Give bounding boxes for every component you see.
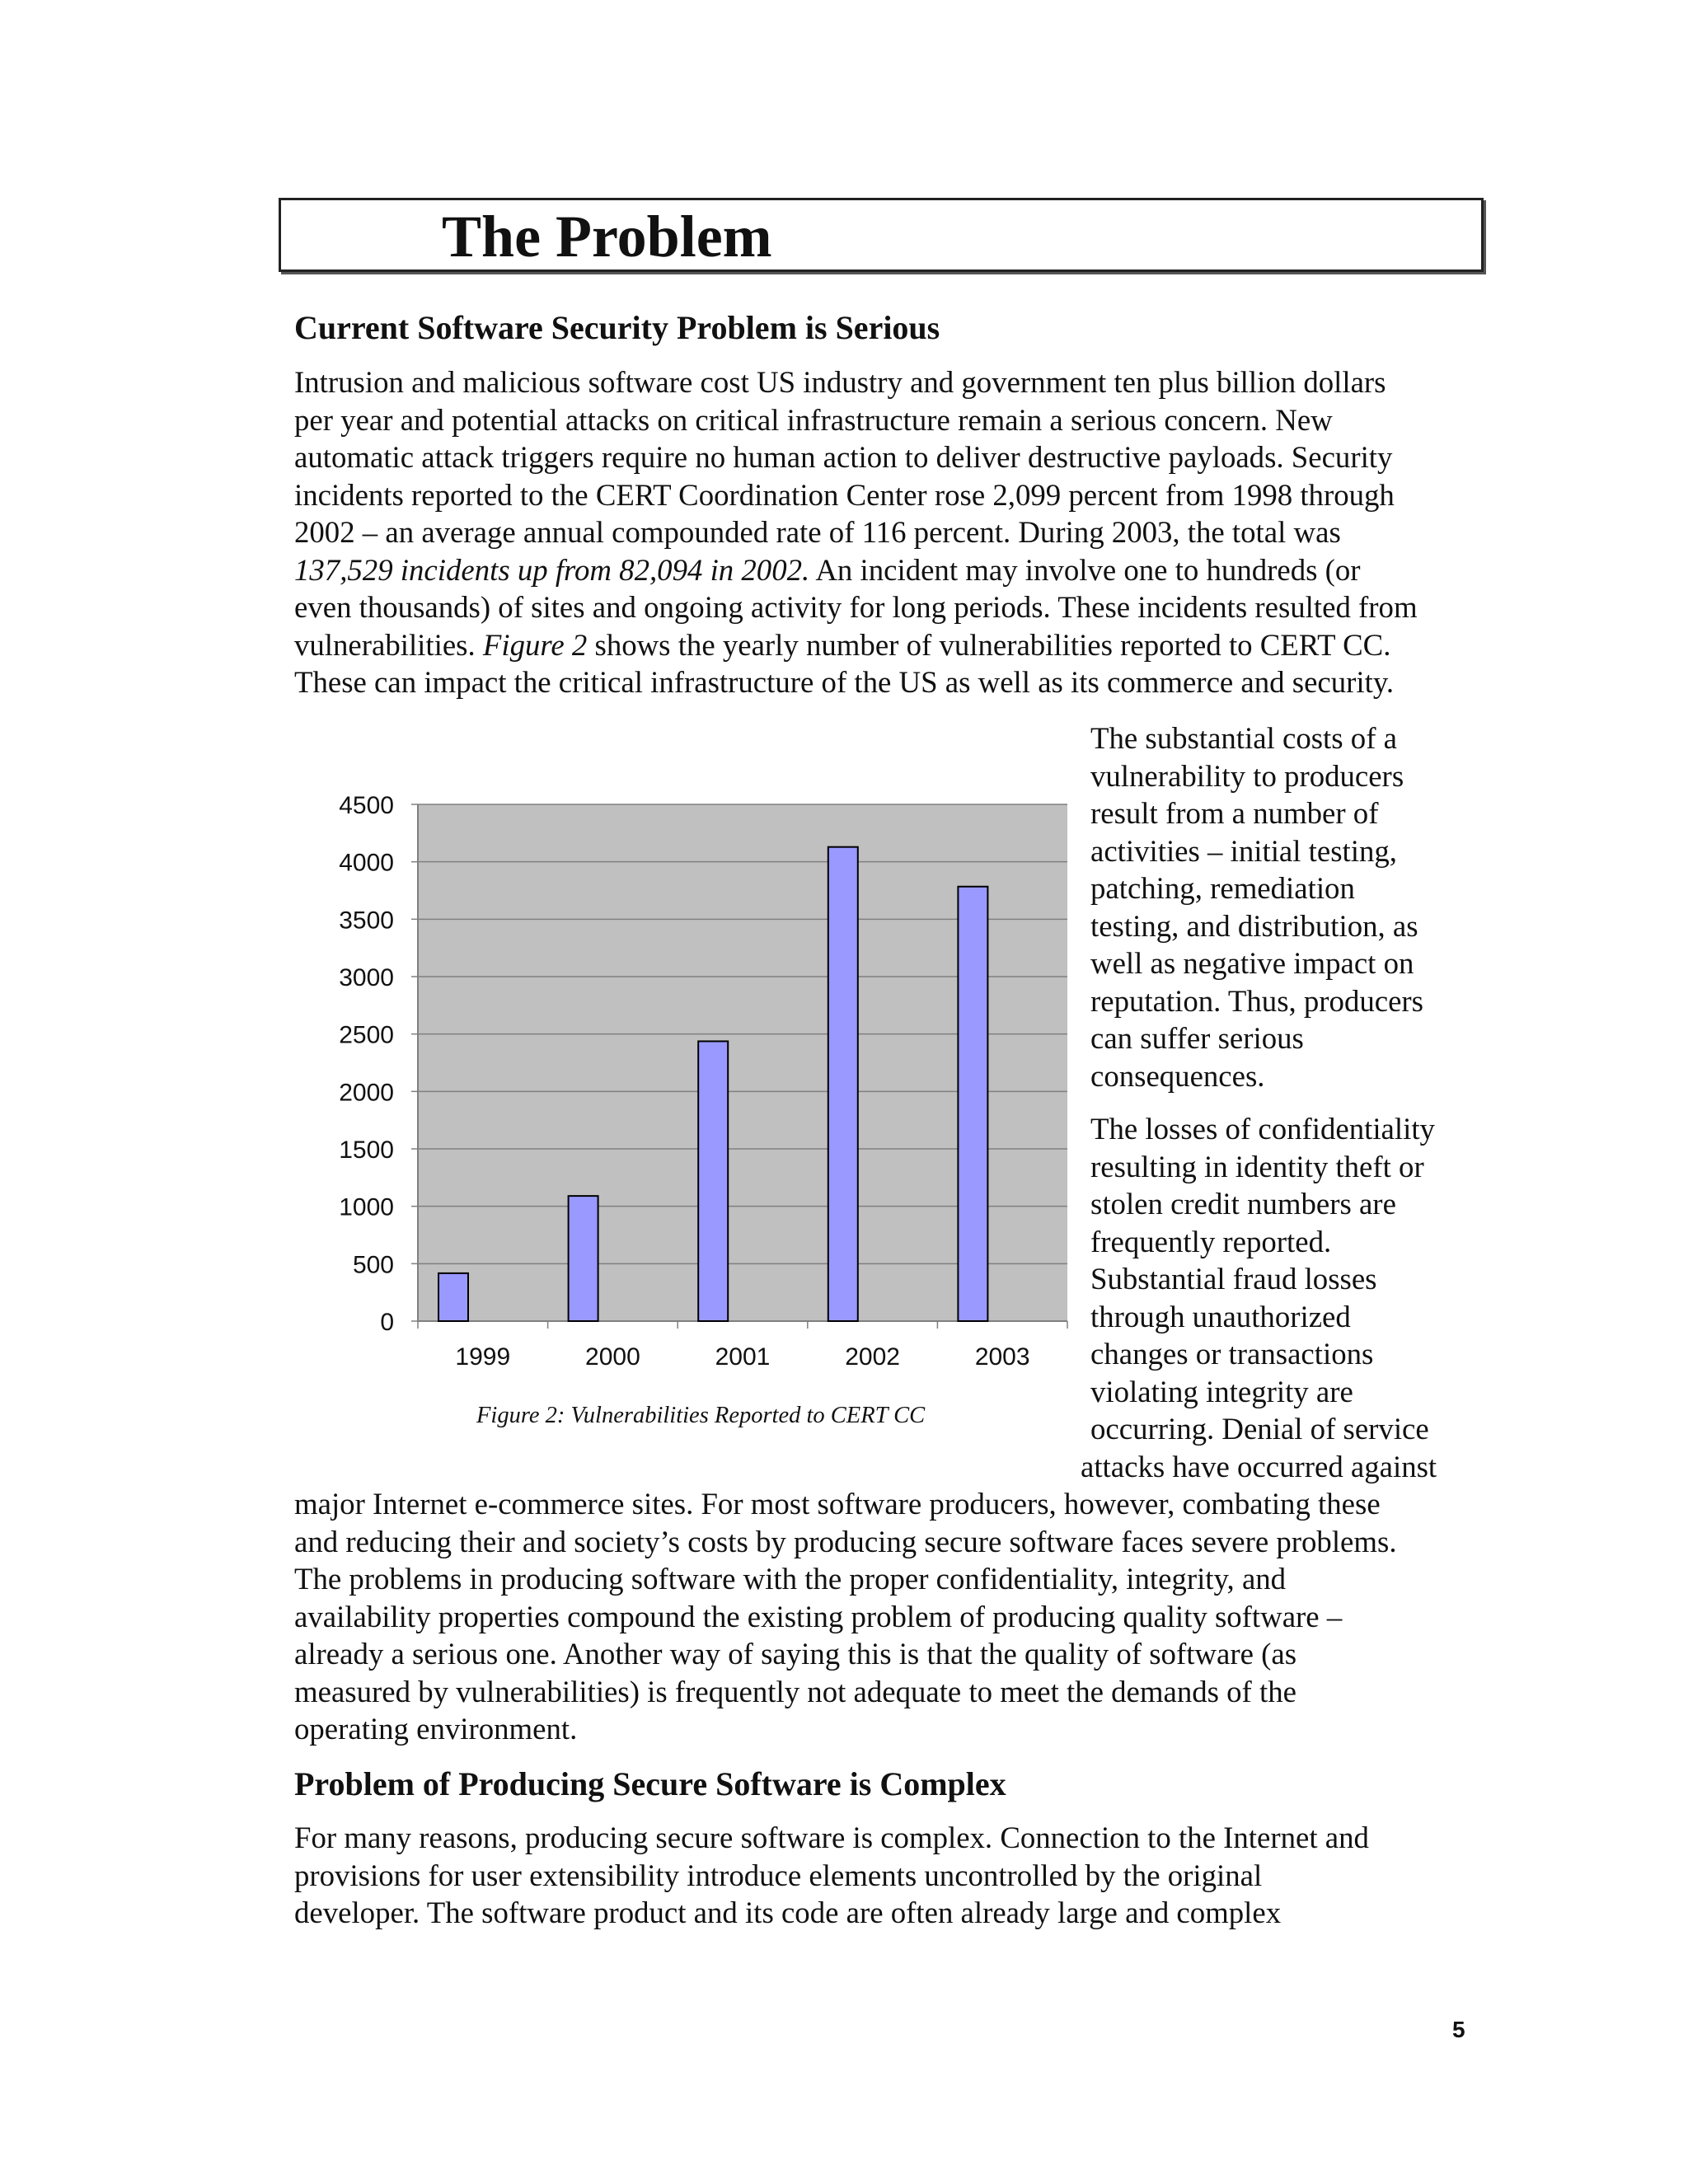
paragraph-line: The problems in producing software with the proper confidentiality, integrity, and [294,1562,1287,1596]
paragraph-line [294,626,1418,664]
y-tick-label: 3000 [339,964,394,991]
x-tick-label: 2000 [585,1343,640,1371]
paragraph-ecommerce [294,1485,1397,1748]
paragraph-line: major Internet e-commerce sites. For most software producers, however, combating these [294,1487,1381,1521]
paragraph-line: and reducing their and society’s costs by producing secure software faces severe problems. [294,1524,1397,1558]
paragraph-line: developer. The software product and its code are often already large and complex [294,1896,1282,1929]
section-heading-current-problem: Current Software Security Problem is Serious [294,309,940,346]
y-tick-label: 1500 [339,1137,394,1164]
sidebar-line-attacks: attacks have occurred against [1081,1450,1437,1483]
sidebar-line: well as negative impact on [1090,946,1414,980]
sidebar-line: Substantial fraud losses [1090,1262,1377,1296]
x-tick-label: 2001 [715,1343,771,1371]
sidebar-line: result from a number of [1090,796,1379,830]
paragraph-text: shows the yearly number of vulnerabilities reported to CERT CC. [587,627,1391,662]
paragraph-complexity [294,1819,1369,1932]
sidebar-line: vulnerability to producers [1090,758,1404,793]
paragraph-text: An incident may involve one to hundreds (or [809,552,1361,587]
sidebar-line: frequently reported. [1090,1224,1332,1258]
incident-stat-italic: 137,529 incidents up from 82,094 in 2002. [294,552,810,587]
page-number: 5 [1452,2017,1465,2042]
paragraph-line: measured by vulnerabilities) is frequently not adequate to meet the demands of the [294,1674,1296,1708]
y-tick-label: 4000 [339,849,394,877]
y-tick-label: 4500 [339,792,394,819]
sidebar-paragraph-losses [1090,1110,1435,1448]
vulnerabilities-bar-chart [297,775,1071,1376]
paragraph-line: provisions for user extensibility introduce elements uncontrolled by the original [294,1858,1263,1892]
paragraph-line: already a serious one. Another way of saying this is that the quality of software (as [294,1637,1297,1671]
y-tick-label: 500 [352,1251,394,1279]
bar-2000 [569,1196,598,1321]
paragraph-line: even thousands) of sites and ongoing activity for long periods. These incidents resulted from [294,590,1418,624]
x-tick-label: 2002 [845,1343,900,1371]
paragraph-line: availability properties compound the existing problem of producing quality software – [294,1599,1343,1633]
paragraph-text: vulnerabilities. [294,627,483,662]
paragraph-line: 2002 – an average annual compounded rate of 116 percent. During 2003, the total was [294,515,1341,549]
sidebar-line: The losses of confidentiality [1090,1112,1435,1146]
y-tick-label: 2000 [339,1079,394,1107]
sidebar-paragraph-costs [1090,719,1423,1094]
sidebar-line: resulting in identity theft or [1090,1149,1424,1183]
y-tick-label: 1000 [339,1193,394,1221]
figure-reference: Figure 2 [482,627,588,662]
paragraph-line: automatic attack triggers require no human action to deliver destructive payloads. Security [294,440,1393,474]
paragraph-line: For many reasons, producing secure software is complex. Connection to the Internet and [294,1821,1369,1854]
bar-2001 [698,1041,728,1321]
x-tick-label: 2003 [974,1343,1030,1371]
paragraph-line: incidents reported to the CERT Coordination Center rose 2,099 percent from 1998 through [294,477,1395,512]
sidebar-line: testing, and distribution, as [1090,908,1418,943]
sidebar-line: reputation. Thus, producers [1090,983,1423,1018]
y-tick-label: 2500 [339,1021,394,1049]
bar-1999 [438,1273,468,1321]
sidebar-line: The substantial costs of a [1090,721,1397,755]
paragraph-line: These can impact the critical infrastructure of the US as well as its commerce and security. [294,665,1395,699]
paragraph-line: operating environment. [294,1712,578,1746]
sidebar-line: activities – initial testing, [1090,833,1397,868]
y-tick-label: 3500 [339,907,394,935]
figure-caption: Figure 2: Vulnerabilities Reported to CERT CC [476,1403,926,1428]
title-box [279,198,1484,272]
sidebar-line: violating integrity are [1090,1374,1353,1408]
bar-2003 [958,887,987,1321]
sidebar-line: stolen credit numbers are [1090,1187,1396,1221]
paragraph-intro [294,363,1418,701]
bar-2002 [828,847,858,1321]
paragraph-line: per year and potential attacks on critical infrastructure remain a serious concern. New [294,402,1333,437]
sidebar-line: occurring. Denial of service [1090,1412,1429,1446]
x-tick-label: 1999 [455,1343,511,1371]
sidebar-line: changes or transactions [1090,1337,1374,1371]
sidebar-line: can suffer serious [1090,1021,1304,1055]
y-tick-label: 0 [380,1309,394,1336]
section-heading-complex: Problem of Producing Secure Software is Complex [294,1765,1006,1802]
paragraph-line: Intrusion and malicious software cost US industry and government ten plus billion dollars [294,365,1386,399]
sidebar-line: consequences. [1090,1058,1265,1093]
sidebar-line: through unauthorized [1090,1299,1351,1333]
sidebar-line: patching, remediation [1090,871,1355,905]
page-title: The Problem [442,204,772,269]
paragraph-line [294,551,1418,589]
